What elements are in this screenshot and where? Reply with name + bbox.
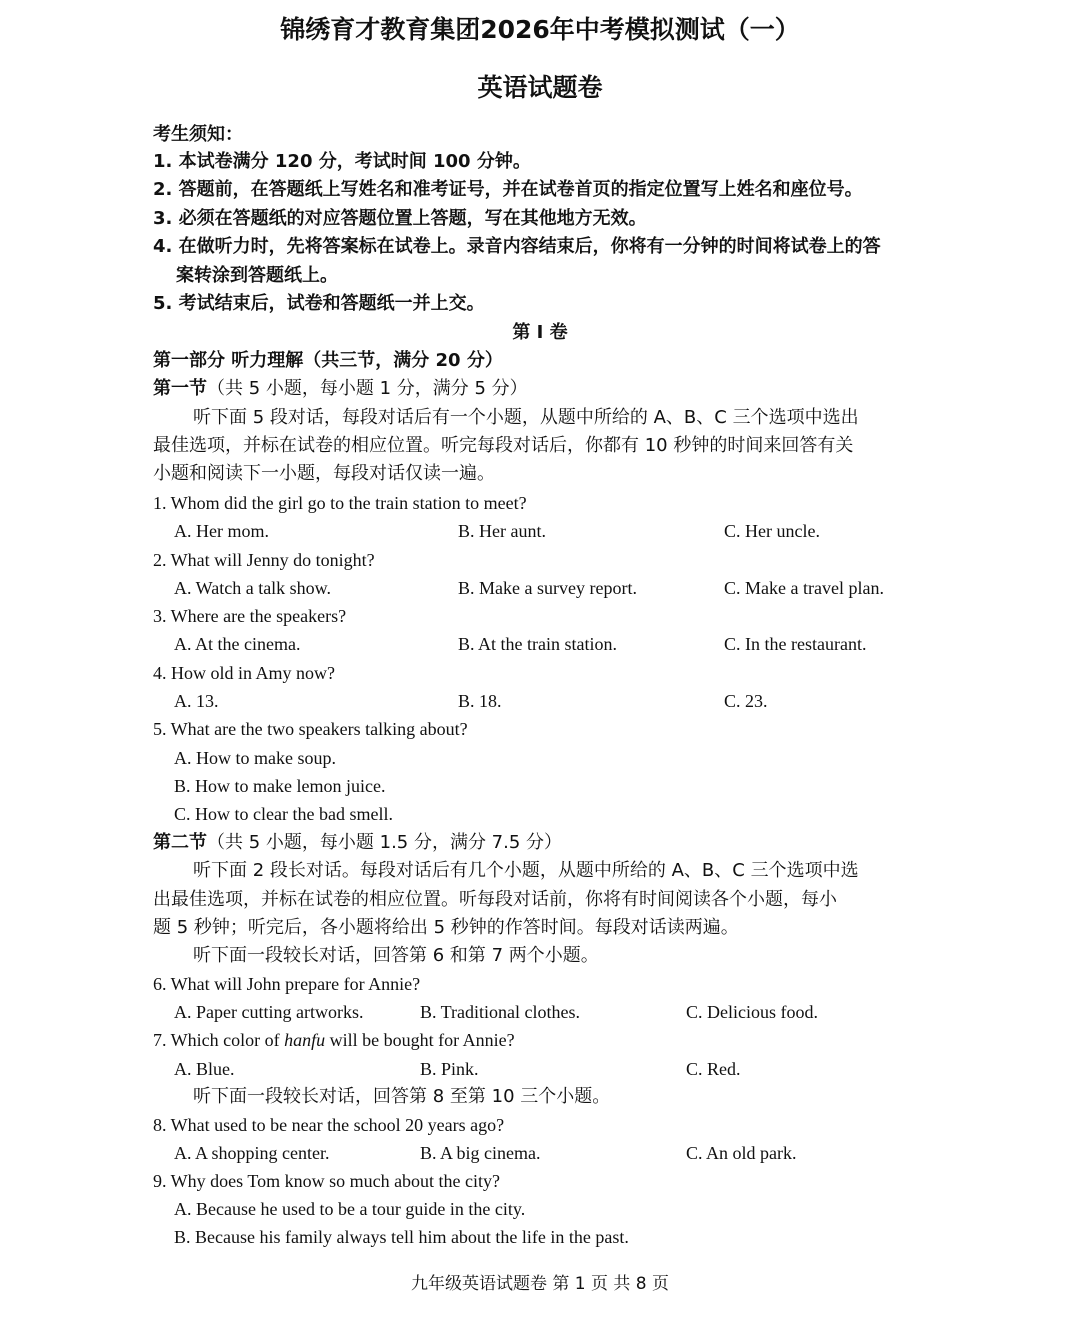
question-stem: 4. How old in Amy now? [153,663,335,683]
option-a: A. How to make soup. [174,748,336,768]
question-stem: 5. What are the two speakers talking about? [153,719,468,739]
notice-item: 3. 必须在答题纸的对应答题位置上答题，写在其他地方无效。 [153,208,647,229]
section1-heading [153,375,528,403]
question-stem: 8. What used to be near the school 20 years ago? [153,1115,505,1135]
option-b: B. A big cinema. [420,1143,541,1163]
page-footer: 九年级英语试题卷 第 1 页 共 8 页 [410,1274,670,1294]
section2-instruction: 题 5 秒钟；听完后，各小题将给出 5 秒钟的作答时间。每段对话读两遍。 [153,917,739,938]
question-stem: 2. What will Jenny do tonight? [153,550,375,570]
option-c: C. How to clear the bad smell. [174,804,393,824]
option-a: A. Because he used to be a tour guide in the city. [174,1199,526,1219]
option-a: A. Her mom. [174,521,269,541]
section1-info: （共 5 小题，每小题 1 分，满分 5 分） [207,378,528,399]
exam-title: 锦绣育才教育集团2026年中考模拟测试（一） [280,15,800,44]
option-c: C. Her uncle. [724,521,820,541]
question-stem: 9. Why does Tom know so much about the city? [153,1171,501,1191]
notice-heading: 考生须知： [153,124,243,145]
option-b: B. Pink. [420,1059,479,1079]
option-c: C. In the restaurant. [724,634,867,654]
option-a: A. 13. [174,691,219,711]
dialog-intro: 听下面一段较长对话，回答第 8 至第 10 三个小题。 [193,1086,611,1107]
notice-item: 1. 本试卷满分 120 分，考试时间 100 分钟。 [153,151,531,172]
option-a: A. Paper cutting artworks. [174,1002,364,1022]
option-b: B. Traditional clothes. [420,1002,581,1022]
part1-heading: 第一部分 听力理解（共三节，满分 20 分） [153,350,503,371]
option-c: C. An old park. [686,1143,797,1163]
question-stem: 7. Which color of hanfu will be bought for Annie? [153,1030,515,1050]
section2-info: （共 5 小题，每小题 1.5 分，满分 7.5 分） [207,832,563,853]
volume-label: 第 I 卷 [512,322,568,343]
option-a: A. Blue. [174,1059,235,1079]
section2-heading [153,829,562,857]
option-a: A. At the cinema. [174,634,301,654]
question-stem: 3. Where are the speakers? [153,606,347,626]
option-a: A. A shopping center. [174,1143,330,1163]
option-b: B. How to make lemon juice. [174,776,386,796]
option-b: B. Because his family always tell him about the life in the past. [174,1227,629,1247]
question-stem: 1. Whom did the girl go to the train station to meet? [153,493,527,513]
option-a: A. Watch a talk show. [174,578,332,598]
option-b: B. Make a survey report. [458,578,637,598]
option-c: C. Delicious food. [686,1002,818,1022]
section2-instruction: 听下面 2 段长对话。每段对话后有几个小题，从题中所给的 A、B、C 三个选项中选 [193,860,859,881]
notice-item: 2. 答题前，在答题纸上写姓名和准考证号，并在试卷首页的指定位置写上姓名和座位号。 [153,179,863,200]
option-b: B. At the train station. [458,634,617,654]
section1-instruction: 听下面 5 段对话，每段对话后有一个小题，从题中所给的 A、B、C 三个选项中选出 [193,407,859,428]
section2-instruction: 出最佳选项，并标在试卷的相应位置。听每段对话前，你将有时间阅读各个小题，每小 [153,889,837,910]
section1-label: 第一节 [153,378,207,399]
notice-item: 5. 考试结束后，试卷和答题纸一并上交。 [153,293,485,314]
section2-label: 第二节 [153,832,207,853]
exam-subtitle: 英语试题卷 [477,73,603,102]
notice-item: 4. 在做听力时，先将答案标在试卷上。录音内容结束后，你将有一分钟的时间将试卷上的答 [153,236,881,257]
option-c: C. 23. [724,691,768,711]
option-c: C. Red. [686,1059,741,1079]
notice-item: 案转涂到答题纸上。 [176,265,338,286]
section1-instruction: 小题和阅读下一小题，每段对话仅读一遍。 [153,463,495,484]
section1-instruction: 最佳选项，并标在试卷的相应位置。听完每段对话后，你都有 10 秒钟的时间来回答有关 [153,435,854,456]
option-c: C. Make a travel plan. [724,578,884,598]
question-stem: 6. What will John prepare for Annie? [153,974,421,994]
option-b: B. 18. [458,691,502,711]
dialog-intro: 听下面一段较长对话，回答第 6 和第 7 两个小题。 [193,945,599,966]
option-b: B. Her aunt. [458,521,546,541]
